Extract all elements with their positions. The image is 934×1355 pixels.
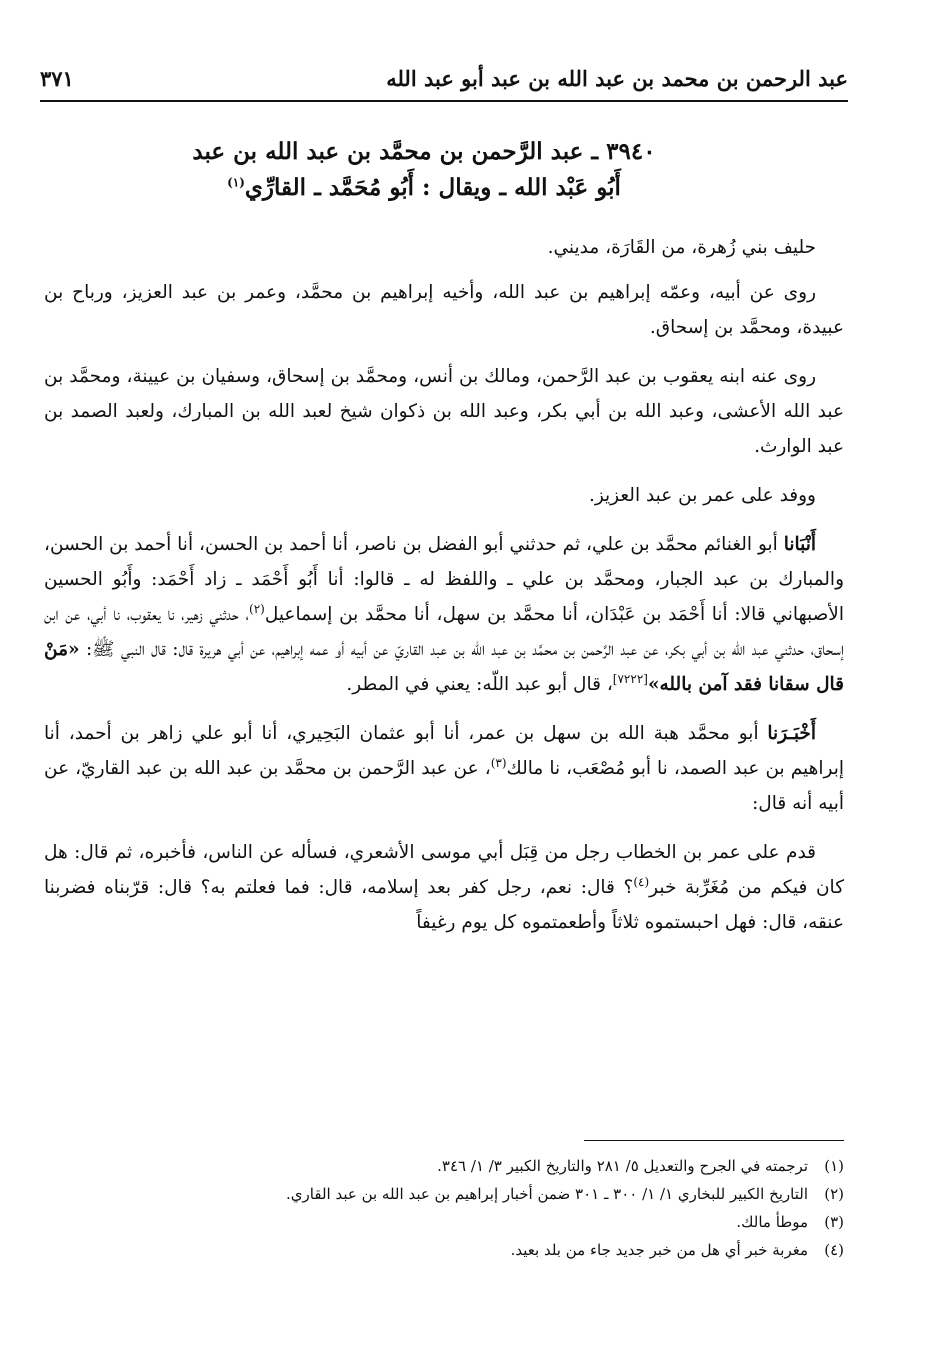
- footnote-text: ترجمته في الجرح والتعديل ٥/ ٢٨١ والتاريخ الكبير ٣/ ١/ ٣٤٦.: [437, 1157, 808, 1175]
- footnote-ref-2[interactable]: (٢): [249, 601, 265, 616]
- paragraph-isnad-1: [44, 527, 844, 702]
- entry-title-line-1: ٣٩٤٠ ـ عبد الرَّحمن بن محمَّد بن عبد الله بن عبد: [192, 138, 656, 165]
- footnote-ref-4[interactable]: (٤): [633, 874, 650, 889]
- entry-title: [150, 134, 698, 206]
- entry-title-line-2-text: أَبُو عَبْد الله ـ ويقال : أَبُو مُحَمَّد ـ القارِّي: [244, 174, 621, 201]
- page-number: ٣٧١: [40, 65, 74, 91]
- entry-title-line-2: [150, 170, 698, 206]
- lead-word-anbana: أَنْبَانا: [783, 534, 816, 555]
- paragraph-isnad-2: [44, 716, 844, 821]
- hadith-quote: «مَنْ قال سقانا فقد آمن بالله»: [44, 639, 844, 695]
- footnote-text: مغربة خبر أي هل من خبر جديد جاء من بلد بعيد.: [510, 1241, 808, 1259]
- footnote-text: موطأ مالك.: [736, 1213, 808, 1231]
- footnote-item: [44, 1236, 844, 1264]
- body-text: [44, 230, 844, 954]
- footnote-ref-1[interactable]: (١): [227, 175, 245, 190]
- narration-text-a: قدم على عمر بن الخطاب رجل من قِبَل أبي موسى الأشعري، فسأله عن الناس، فأخبره، ثم قال: هل كان فيكم من مُغَرِّبة خبر: [44, 842, 845, 898]
- lead-word-akhbarana: أَخْبَـرَنا: [767, 723, 816, 744]
- footnote-item: [44, 1208, 844, 1236]
- footnote-number: (٣): [824, 1213, 844, 1231]
- footnote-number: (١): [824, 1157, 844, 1175]
- paragraph-narrated-by: روى عنه ابنه يعقوب بن عبد الرَّحمن، ومالك بن أنس، ومحمَّد بن إسحاق، وسفيان بن عيينة، ومحمَّد بن عبد الله الأعشى، وعبد الله بن أبي بكر، وعبد الله بن ذكوان شيخ لعبد الله بن المبارك، ولعبد الصمد بن عبد الوارث.: [44, 366, 844, 457]
- footnotes: [44, 1152, 844, 1264]
- narration-text-b: ؟ قال: نعم، رجل كفر بعد إسلامه، قال: فما فعلتم به؟ قال: قرّبناه فضربنا عنقه، قال: فهل احبستموه ثلاثاً وأطعمتموه كل يوم رغيفاً: [44, 877, 844, 933]
- running-header: [40, 58, 848, 98]
- isnad-1-text-c: ، قال أبو عبد اللّه: يعني في المطر.: [346, 674, 613, 695]
- footnote-ref-3[interactable]: (٣): [490, 755, 507, 770]
- footnote-number: (٢): [824, 1185, 844, 1203]
- footnote-text: التاريخ الكبير للبخاري ١/ ١/ ٣٠٠ ـ ٣٠١ ضمن أخبار إبراهيم بن عبد الله بن عبد القاري.: [286, 1185, 808, 1203]
- running-title: عبد الرحمن بن محمد بن عبد الله بن عبد أبو عبد الله: [386, 65, 848, 91]
- paragraph-narrated-from: روى عن أبيه، وعمّه إبراهيم بن عبد الله، وأخيه إبراهيم بن محمَّد، وعمر بن عبد العزيز، ورباح بن عبيدة، ومحمَّد بن إسحاق.: [44, 282, 844, 338]
- isnad-1-text-a: أبو الغنائم محمَّد بن علي، ثم حدثني أبو الفضل بن ناصر، أنا أحمد بن الحسن، أنا أحمد بن الحسن، والمبارك بن عبد الجبار، ومحمَّد بن علي ـ واللفظ له ـ قالوا: أنا أَبُو أَحْمَد ـ زاد أَحْمَد: وأَبُو الحسين الأصبهاني قالا: أنا أَحْمَد بن عَبْدَان، أنا محمَّد بن سهل، أنا محمَّد بن إسماعيل: [44, 534, 844, 625]
- isnad-2-text-a: أبو محمَّد هبة الله بن سهل بن عمر، أنا أبو عثمان البَحِيري، أنا أبو علي زاهر بن أحمد، أنا إبراهيم بن عبد الصمد، نا أبو مُصْعَب، نا مالك: [44, 723, 844, 779]
- paragraph-visit: ووفد على عمر بن عبد العزيز.: [588, 485, 816, 506]
- footnote-number: (٤): [824, 1241, 844, 1259]
- footnote-item: [44, 1180, 844, 1208]
- header-divider: [40, 100, 848, 102]
- hadith-number: [٧٢٢٢]: [612, 671, 648, 686]
- isnad-1-text-b: ، حدثني زهير، نا يعقوب، نا أبي، عن ابن إسحاق، حدثني عبد الله بن أبي بكر، عن عبد الرَّحمن بن محمَّد بن عبد الله بن عبد القاريّ عن أبيه أو عمه إبراهيم، عن أبي هريرة قال: قال النبي ﷺ:: [44, 604, 844, 660]
- paragraph-affiliation: حليف بني زُهرة، من القَارَة، مديني.: [547, 237, 816, 258]
- isnad-2-text-b: ، عن عبد الرَّحمن بن محمَّد بن عبد الله بن عبد القاريّ، عن أبيه أنه قال:: [44, 758, 844, 814]
- paragraph-narration: [44, 835, 844, 940]
- footnote-divider: [584, 1140, 844, 1141]
- footnote-item: [44, 1152, 844, 1180]
